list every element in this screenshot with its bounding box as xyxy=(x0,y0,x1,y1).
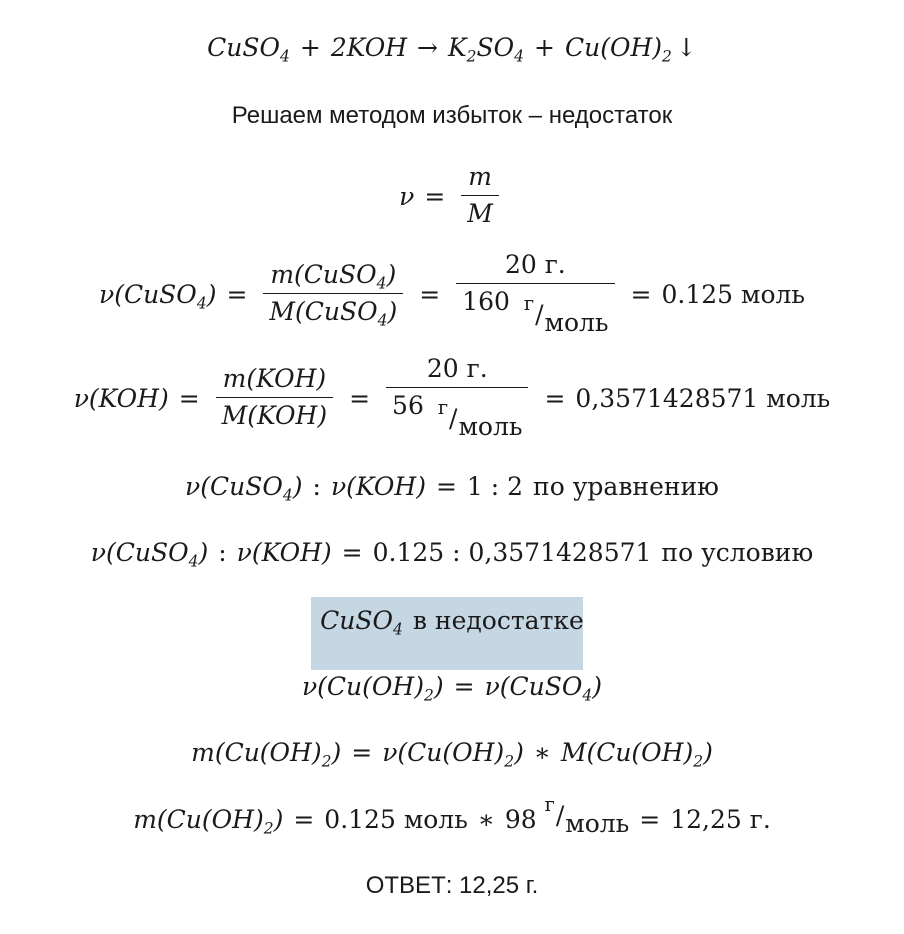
ratio-left: ν(CuSO$_4$) xyxy=(90,537,209,570)
equals-sign: = xyxy=(226,279,248,309)
ratio-colon: : xyxy=(218,537,227,567)
deficit-formula: CuSO$_4$ xyxy=(320,605,403,638)
fraction-numerator: m(CuSO$_4$) xyxy=(270,260,397,293)
cuso4-amount-lhs: ν(CuSO$_4$) xyxy=(99,279,217,312)
koh-numeric-fraction xyxy=(386,355,528,442)
equals-sign: = xyxy=(351,737,373,767)
koh-symbolic-fraction xyxy=(216,365,333,431)
equals-sign: = xyxy=(453,671,475,701)
amount-value: 0.125 моль xyxy=(324,804,468,834)
ratio-label: по условию xyxy=(661,537,814,567)
equals-sign: = xyxy=(435,471,457,501)
molar-unit: г / моль xyxy=(437,395,523,441)
mass-lhs: $m(Cu(OH)_2)$ xyxy=(133,804,284,837)
mass-result: 12,25 г. xyxy=(670,804,771,834)
equals-sign: = xyxy=(293,804,315,834)
equals-sign: = xyxy=(639,804,661,834)
equals-sign: = xyxy=(349,383,371,413)
equals-sign: = xyxy=(178,383,200,413)
fraction-numerator: m xyxy=(468,162,492,192)
answer-line xyxy=(0,866,904,906)
cuso4-numeric-fraction xyxy=(456,251,614,338)
deficit-statement xyxy=(0,598,904,642)
method-text: Решаем методом избыток – недостаток xyxy=(231,102,673,129)
fraction-numerator: 20 г. xyxy=(426,353,488,383)
amount-formula xyxy=(0,158,904,234)
ratio-value: 0.125 : 0,3571428571 xyxy=(372,537,652,567)
deficit-text: в недостатке xyxy=(412,605,584,635)
cuso4-amount-calc xyxy=(0,249,904,337)
answer-text: ОТВЕТ: 12,25 г. xyxy=(365,872,539,899)
fraction-numerator: 20 г. xyxy=(504,249,566,279)
molar-mass-value: 98 xyxy=(504,804,537,834)
equals-sign: = xyxy=(419,279,441,309)
equals-sign: = xyxy=(630,279,652,309)
ratio-label: по уравнению xyxy=(533,471,719,501)
reaction-arrow: → xyxy=(417,32,438,62)
amount-equality xyxy=(0,664,904,708)
fraction-denominator: 56 г / моль xyxy=(386,387,528,442)
cuso4-symbolic-fraction xyxy=(263,260,403,330)
method-heading xyxy=(0,96,904,136)
product-cu-oh-2: $Cu(OH)_2$ xyxy=(565,32,672,65)
ratio-value: 1 : 2 xyxy=(466,471,524,501)
ratio-by-equation xyxy=(0,464,904,508)
mass-formula xyxy=(0,730,904,774)
fraction-denominator: M(KOH) xyxy=(216,397,333,431)
equals-sign: = xyxy=(341,537,363,567)
precipitate-arrow-icon: ↓ xyxy=(675,32,697,62)
plus-sign-2: + xyxy=(534,32,555,62)
koh-amount-lhs: ν(KOH) xyxy=(73,383,169,413)
fraction-numerator: m(KOH) xyxy=(222,364,327,394)
mass-lhs: $m(Cu(OH)_2)$ xyxy=(191,737,342,770)
reactant-koh: 2KOH xyxy=(330,32,408,62)
molar-mass-term: $M(Cu(OH)_2)$ xyxy=(560,737,713,770)
product-k2so4: $K_2SO_4$ xyxy=(447,32,525,65)
multiply-sign: ∗ xyxy=(533,737,551,767)
koh-amount-calc xyxy=(0,353,904,441)
plus-sign: + xyxy=(299,32,321,62)
multiply-sign: ∗ xyxy=(477,804,495,834)
ratio-colon: : xyxy=(312,471,321,501)
nu-cuso4: ν(CuSO$_4$) xyxy=(484,671,603,704)
equals-sign: = xyxy=(544,383,566,413)
fraction-denominator: M(CuSO$_4$) xyxy=(263,293,403,327)
ratio-left: ν(CuSO$_4$) xyxy=(185,471,303,504)
mass-calc xyxy=(0,794,904,844)
cuso4-amount-result: 0.125 моль xyxy=(661,279,805,309)
molar-unit: г / моль xyxy=(523,291,609,337)
nu-symbol: ν xyxy=(399,181,415,211)
koh-amount-result: 0,3571428571 моль xyxy=(575,383,831,413)
reaction-equation xyxy=(0,26,904,68)
ratio-by-condition xyxy=(0,530,904,574)
ratio-right: ν(KOH) xyxy=(330,471,426,501)
ratio-right: ν(KOH) xyxy=(236,537,332,567)
equals-sign: = xyxy=(424,181,446,211)
amount-term: $\nu(Cu(OH)_2)$ xyxy=(382,737,524,770)
molar-unit: г / моль xyxy=(544,792,630,838)
mass-over-molar-fraction xyxy=(461,163,499,229)
reactant-cuso4: CuSO$_4$ xyxy=(207,32,290,65)
fraction-denominator: M xyxy=(461,195,499,229)
nu-cu-oh-2: $\nu(Cu(OH)_2)$ xyxy=(301,671,444,704)
fraction-denominator: 160 г / моль xyxy=(456,283,614,338)
